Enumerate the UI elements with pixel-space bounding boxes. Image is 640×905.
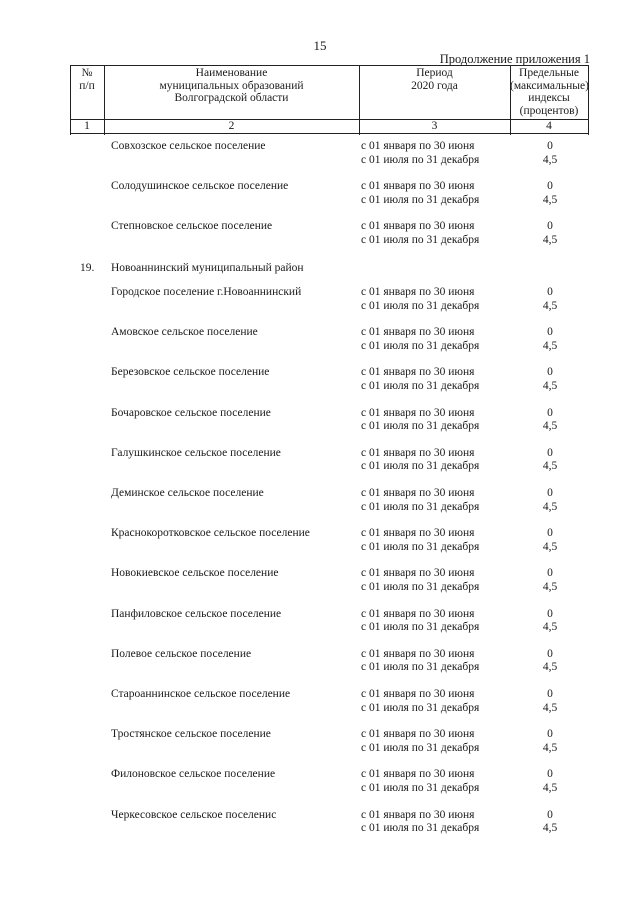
settlement-name: Староаннинское сельское поселение	[111, 688, 291, 700]
settlement-name: Черкесовское сельское поселенис	[111, 808, 277, 821]
index-value: 4,5	[542, 701, 558, 714]
index-cell	[520, 608, 580, 635]
index-value: 4,5	[542, 153, 558, 166]
period-cell	[361, 286, 479, 313]
index-value: 4,5	[542, 822, 558, 835]
period-line: с 01 июля по 31 декабря	[361, 701, 480, 714]
period-line: с 01 июля по 31 декабря	[361, 339, 480, 352]
index-value: 0	[547, 688, 553, 700]
table-header	[70, 65, 588, 135]
settlement-name: Степновское сельское поселение	[111, 220, 273, 232]
settlement-name: Тростянское сельское поселение	[111, 728, 271, 741]
header-num-3: 3	[431, 120, 438, 132]
period-line: с 01 июля по 31 декабря	[361, 233, 480, 246]
index-value: 4,5	[542, 741, 558, 754]
continuation-label: Продолжение приложения 1	[439, 52, 590, 66]
header-col-number: № п/п	[79, 67, 95, 92]
index-value: 0	[547, 647, 553, 660]
period-line: с 01 января по 30 июня	[361, 567, 475, 580]
district-name: Новоаннинский муниципальный район	[111, 262, 304, 274]
index-value: 4,5	[542, 580, 558, 593]
index-value: 0	[547, 326, 553, 339]
period-line: с 01 января по 30 июня	[361, 220, 475, 232]
period-line: с 01 января по 30 июня	[361, 527, 475, 540]
period-line: с 01 июля по 31 декабря	[361, 153, 480, 166]
period-line: с 01 января по 30 июня	[361, 487, 475, 499]
index-value: 4,5	[542, 500, 558, 513]
index-cell	[520, 326, 580, 353]
settlement-name: Краснокоротковское сельское поселение	[111, 527, 310, 540]
settlement-name: Полевое сельское поселение	[111, 647, 252, 660]
header-num-4: 4	[546, 120, 552, 132]
settlement-name: Деминское сельское поселение	[111, 487, 264, 499]
period-cell	[361, 688, 479, 715]
index-cell	[520, 220, 580, 247]
index-cell	[520, 809, 580, 836]
index-cell	[520, 648, 580, 675]
index-cell	[520, 728, 580, 755]
settlement-name: Городское поселение г.Новоаннинский	[111, 286, 302, 298]
header-col-name: Наименование муниципальных образований Волгоградской области	[159, 67, 304, 104]
index-cell	[520, 180, 580, 207]
period-cell	[361, 366, 479, 393]
period-cell	[361, 648, 479, 675]
index-value: 4,5	[542, 420, 558, 433]
period-line: с 01 января по 30 июня	[361, 446, 475, 459]
index-value: 0	[547, 366, 553, 379]
index-value: 4,5	[542, 460, 558, 473]
period-line: с 01 января по 30 июня	[361, 607, 475, 620]
settlement-name: Галушкинское сельское поселение	[111, 446, 281, 459]
period-line: с 01 июля по 31 декабря	[361, 540, 480, 553]
settlement-name: Бочаровское сельское поселение	[111, 406, 271, 419]
settlement-name: Солодушинское сельское поселение	[111, 180, 289, 192]
index-value: 0	[547, 406, 553, 419]
header-num-2: 2	[228, 120, 235, 132]
index-value: 4,5	[542, 781, 558, 794]
period-cell	[361, 220, 479, 247]
index-value: 0	[547, 286, 553, 298]
index-value: 0	[547, 180, 553, 192]
period-line: с 01 января по 30 июня	[361, 286, 475, 298]
period-cell	[361, 809, 479, 836]
settlement-name: Новокиевское сельское поселение	[111, 567, 279, 580]
index-value: 0	[547, 220, 553, 232]
index-value: 4,5	[542, 299, 558, 312]
page-number: 15	[313, 38, 327, 53]
index-value: 0	[547, 487, 553, 499]
index-value: 4,5	[542, 379, 558, 392]
index-value: 0	[547, 140, 553, 152]
period-cell	[361, 407, 479, 434]
period-line: с 01 января по 30 июня	[361, 180, 475, 192]
index-cell	[520, 567, 580, 594]
index-cell	[520, 140, 580, 167]
header-col-index: Предельные (максимальные) индексы (процентов)	[510, 67, 589, 117]
index-cell	[520, 366, 580, 393]
index-value: 0	[547, 808, 553, 821]
period-line: с 01 июля по 31 декабря	[361, 661, 480, 674]
period-line: с 01 июля по 31 декабря	[361, 822, 480, 835]
period-line: с 01 июля по 31 декабря	[361, 621, 480, 634]
index-cell	[520, 447, 580, 474]
period-line: с 01 июля по 31 декабря	[361, 379, 480, 392]
index-value: 4,5	[542, 233, 558, 246]
period-cell	[361, 527, 479, 554]
period-cell	[361, 728, 479, 755]
period-cell	[361, 567, 479, 594]
period-cell	[361, 768, 479, 795]
period-cell	[361, 180, 479, 207]
period-cell	[361, 608, 479, 635]
period-line: с 01 января по 30 июня	[361, 728, 475, 741]
index-cell	[520, 688, 580, 715]
period-line: с 01 июля по 31 декабря	[361, 460, 480, 473]
period-line: с 01 июля по 31 декабря	[361, 193, 480, 206]
period-line: с 01 января по 30 июня	[361, 406, 475, 419]
period-cell	[361, 140, 479, 167]
period-line: с 01 января по 30 июня	[361, 140, 475, 152]
period-line: с 01 июля по 31 декабря	[361, 580, 480, 593]
header-num-1: 1	[84, 120, 90, 132]
period-line: с 01 января по 30 июня	[361, 808, 475, 821]
district-number: 19.	[80, 262, 95, 274]
period-cell	[361, 487, 479, 514]
index-value: 0	[547, 527, 553, 540]
index-value: 4,5	[542, 339, 558, 352]
index-cell	[520, 407, 580, 434]
index-cell	[520, 527, 580, 554]
period-line: с 01 июля по 31 декабря	[361, 781, 480, 794]
period-cell	[361, 326, 479, 353]
settlement-name: Совхозское сельское поселение	[111, 140, 266, 152]
index-value: 4,5	[542, 540, 558, 553]
period-line: с 01 января по 30 июня	[361, 647, 475, 660]
index-cell	[520, 286, 580, 313]
settlement-name: Амовское сельское поселение	[111, 326, 258, 339]
settlement-name: Филоновское сельское поселение	[111, 768, 276, 781]
index-value: 0	[547, 607, 553, 620]
index-value: 4,5	[542, 621, 558, 634]
index-value: 0	[547, 728, 553, 741]
period-line: с 01 июля по 31 декабря	[361, 420, 480, 433]
header-col-period: Период 2020 года	[411, 67, 458, 92]
settlement-name: Березовское сельское поселение	[111, 366, 270, 379]
period-line: с 01 января по 30 июня	[361, 688, 475, 700]
period-cell	[361, 447, 479, 474]
index-cell	[520, 487, 580, 514]
index-value: 0	[547, 567, 553, 580]
index-value: 4,5	[542, 661, 558, 674]
period-line: с 01 января по 30 июня	[361, 768, 475, 781]
index-value: 0	[547, 768, 553, 781]
period-line: с 01 июля по 31 декабря	[361, 500, 480, 513]
index-value: 4,5	[542, 193, 558, 206]
settlement-name: Панфиловское сельское поселение	[111, 607, 282, 620]
period-line: с 01 июля по 31 декабря	[361, 299, 480, 312]
index-value: 0	[547, 446, 553, 459]
index-cell	[520, 768, 580, 795]
period-line: с 01 июля по 31 декабря	[361, 741, 480, 754]
period-line: с 01 января по 30 июня	[361, 366, 475, 379]
period-line: с 01 января по 30 июня	[361, 326, 475, 339]
